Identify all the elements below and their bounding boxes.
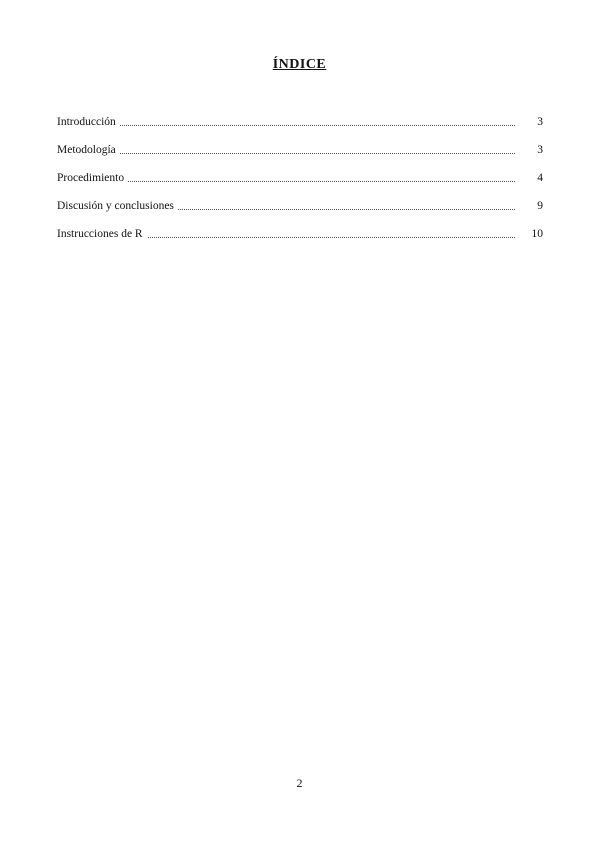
toc-entry-page: 9 (519, 198, 543, 214)
toc-entry-introduccion (57, 114, 543, 142)
page-number: 2 (296, 776, 303, 790)
page-title: ÍNDICE (272, 57, 327, 72)
toc-entry-page: 3 (519, 142, 543, 158)
toc-entry-page: 4 (519, 170, 543, 186)
toc-entry-label: Procedimiento (57, 170, 128, 186)
toc-entry-discusion (57, 198, 543, 226)
dot-leader (57, 153, 515, 154)
toc-entry-label: Instrucciones de R (57, 226, 147, 242)
toc-entry-page: 10 (519, 226, 543, 242)
toc-entry-label: Introducción (57, 114, 120, 130)
toc-entry-procedimiento (57, 170, 543, 198)
toc-entry-metodologia (57, 142, 543, 170)
toc-entry-label: Metodología (57, 142, 120, 158)
table-of-contents (57, 114, 543, 254)
toc-entry-page: 3 (519, 114, 543, 130)
toc-entry-instrucciones (57, 226, 543, 254)
dot-leader (57, 125, 515, 126)
toc-entry-label: Discusión y conclusiones (57, 198, 178, 214)
